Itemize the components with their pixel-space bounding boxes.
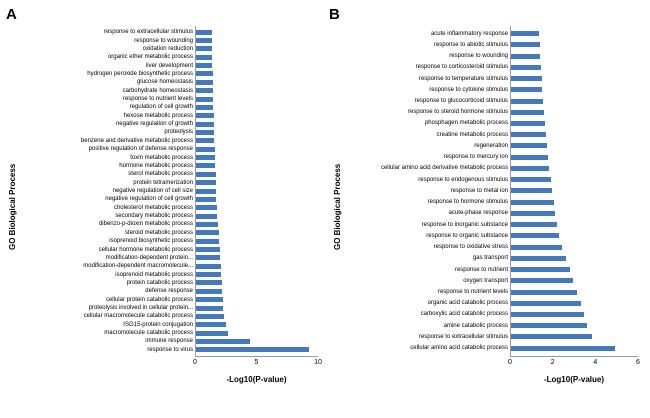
bar xyxy=(196,113,214,118)
panel-a-x-ticks xyxy=(193,358,322,370)
bar-row xyxy=(107,53,318,61)
bar xyxy=(196,222,218,227)
category-label: hormone metabolic process xyxy=(119,162,193,169)
bar-row xyxy=(415,62,638,73)
bar xyxy=(511,177,551,182)
bar-row xyxy=(472,253,638,264)
category-label: response to organic substance xyxy=(426,232,508,239)
category-label: response to nutrient levels xyxy=(437,289,508,295)
bar xyxy=(196,55,212,60)
bar-row xyxy=(433,39,638,50)
bar xyxy=(511,76,542,81)
bar-row xyxy=(98,245,318,253)
bar-row xyxy=(424,118,638,129)
bar xyxy=(511,256,566,261)
bar xyxy=(511,267,570,272)
bar xyxy=(511,323,587,328)
panel-b-x-ticks xyxy=(510,358,638,370)
category-label: liver development xyxy=(145,62,193,69)
bar xyxy=(196,347,309,352)
bar-row xyxy=(145,337,318,345)
category-label: hexose metabolic process xyxy=(123,112,193,119)
category-label: amine catabolic process xyxy=(443,322,508,329)
bar-row xyxy=(437,286,638,297)
bar xyxy=(511,301,581,306)
panel-b-letter: B xyxy=(329,6,340,23)
bar-row xyxy=(130,153,318,161)
bar xyxy=(196,314,224,319)
bar xyxy=(196,30,212,35)
category-label: acute-phase response xyxy=(448,210,508,217)
bar xyxy=(511,121,545,126)
bar-row xyxy=(450,185,638,196)
category-label: response to glucocorticoid stimulus xyxy=(414,98,508,105)
category-label: sterol metabolic process xyxy=(128,171,193,178)
bar-row xyxy=(418,331,638,342)
bar xyxy=(511,188,552,193)
bar-row xyxy=(87,70,318,78)
bar xyxy=(196,264,221,269)
category-label: negative regulation of growth xyxy=(115,121,193,128)
bar xyxy=(196,322,226,327)
panel-a-x-axis-title: -Log10(P-value) xyxy=(226,375,287,384)
category-label: negative regulation of cell size xyxy=(112,188,193,194)
category-label: cellular hormone metabolic process xyxy=(98,246,193,253)
x-tick-label: 0 xyxy=(508,359,512,366)
bar-row xyxy=(443,152,638,163)
category-label: cholesterol metabolic process xyxy=(113,204,193,211)
bar xyxy=(511,155,548,160)
bar xyxy=(196,80,213,85)
bar xyxy=(511,222,557,227)
bar xyxy=(511,42,540,47)
category-label: carbohydrate homeostasis xyxy=(122,87,193,94)
bar-row xyxy=(103,28,318,36)
bar xyxy=(196,289,222,294)
bar-row xyxy=(105,254,318,262)
bar-row xyxy=(380,163,638,174)
category-label: glucose homeostasis xyxy=(136,79,193,86)
bar-row xyxy=(98,220,318,228)
bar-row xyxy=(443,320,638,331)
bar-row xyxy=(123,112,318,120)
category-label: toxin metabolic process xyxy=(130,154,193,161)
category-label: steroid metabolic process xyxy=(124,229,193,236)
bar-row xyxy=(414,95,638,106)
bar xyxy=(511,290,577,295)
category-label: response to corticosteroid stimulus xyxy=(415,64,508,71)
bar-row xyxy=(145,61,318,69)
bar-row xyxy=(83,312,318,320)
bar-row xyxy=(136,78,318,86)
bar xyxy=(196,306,223,311)
category-label: response to oxidative stress xyxy=(433,244,508,251)
x-tick-label: 0 xyxy=(193,359,197,366)
category-label: macromolecule catabolic process xyxy=(104,330,193,337)
category-label: response to hormone stimulus xyxy=(427,199,508,206)
bar-row xyxy=(105,296,318,304)
category-label: proteolysis involved in cellular protein... xyxy=(88,305,193,312)
bar-row xyxy=(145,287,318,295)
bar xyxy=(196,46,212,51)
panel-a-bar-rows xyxy=(80,26,318,356)
bar-row xyxy=(115,212,318,220)
bar xyxy=(511,245,562,250)
bar xyxy=(196,239,219,244)
bar xyxy=(196,105,213,110)
panel-b-plot xyxy=(380,26,638,357)
category-label: response to wounding xyxy=(134,37,193,44)
bar xyxy=(511,99,543,104)
category-label: hydrogen peroxide biosynthetic process xyxy=(87,70,193,77)
x-tick-label: 2 xyxy=(550,359,555,366)
category-label: response to abiotic stimulus xyxy=(433,41,508,48)
bar-row xyxy=(115,120,318,128)
panel-b-chart-area xyxy=(380,26,640,384)
bar xyxy=(511,334,592,339)
category-label: oxygen transport xyxy=(463,277,508,284)
x-tick-label: 5 xyxy=(254,359,259,366)
bar xyxy=(511,312,584,317)
bar-row xyxy=(448,208,638,219)
bar-row xyxy=(449,50,638,61)
category-label: response to virus xyxy=(147,346,193,353)
panel-b-y-axis-title: GO Biological Process xyxy=(333,163,342,250)
category-label: organic acid catabolic process xyxy=(427,300,508,307)
x-tick-label: 10 xyxy=(314,359,322,366)
bar-row xyxy=(134,36,318,44)
category-label: response to extracellular stimulus xyxy=(418,333,508,340)
bar-row xyxy=(113,204,318,212)
x-tick-label: 6 xyxy=(636,359,640,366)
bar xyxy=(196,38,212,43)
bar-row xyxy=(427,197,638,208)
bar-row xyxy=(420,309,638,320)
bar xyxy=(196,63,212,68)
category-label: response to cytokine stimulus xyxy=(429,86,508,93)
panel-a-y-axis-title: GO Biological Process xyxy=(8,163,17,250)
bar xyxy=(196,255,220,260)
bar-row xyxy=(430,28,638,39)
bar-row xyxy=(104,329,318,337)
bar xyxy=(511,211,555,216)
category-label: modification-dependent protein... xyxy=(105,254,193,261)
bar-row xyxy=(164,128,318,136)
bar xyxy=(511,31,539,36)
category-label: response to nutrient levels xyxy=(122,96,193,103)
panel-b-x-axis-title: -Log10(P-value) xyxy=(543,375,604,384)
bar xyxy=(196,88,213,93)
category-label: defense response xyxy=(145,288,193,295)
bar xyxy=(511,143,547,148)
bar xyxy=(511,65,541,70)
category-label: cellular protein catabolic process xyxy=(105,296,193,303)
bar xyxy=(511,87,542,92)
bar xyxy=(196,97,213,102)
bar xyxy=(196,163,215,168)
category-label: response to temperature stimulus xyxy=(418,75,508,82)
bar xyxy=(511,278,573,283)
category-label: immune response xyxy=(145,338,193,345)
bar xyxy=(196,205,217,210)
bar xyxy=(511,166,549,171)
category-label: secondary metabolic process xyxy=(115,213,193,220)
bar xyxy=(196,130,214,135)
category-label: organic ether metabolic process xyxy=(107,54,193,61)
bar xyxy=(196,247,220,252)
category-label: phosphagen metabolic process xyxy=(424,120,508,127)
category-label: carboxylic acid catabolic process xyxy=(420,311,508,318)
bar xyxy=(511,132,546,137)
bar-row xyxy=(122,95,318,103)
bar-row xyxy=(80,137,318,145)
bar xyxy=(196,180,216,185)
bar xyxy=(511,110,544,115)
category-label: dibenzo-p-dioxin metabolic process xyxy=(98,221,193,228)
category-label: ISG15-protein conjugation xyxy=(123,321,193,328)
bar xyxy=(511,233,559,238)
category-label: response to inorganic substance xyxy=(421,221,508,228)
bar-row xyxy=(407,107,638,118)
category-label: cellular macromolecule catabolic process xyxy=(83,313,193,320)
bar-row xyxy=(115,270,318,278)
bar-row xyxy=(427,298,638,309)
bar-row xyxy=(418,73,638,84)
panel-a-plot xyxy=(80,26,318,357)
bar-row xyxy=(142,45,318,53)
bar-row xyxy=(474,140,638,151)
bar xyxy=(196,155,215,160)
category-label: response to steroid hormone stimulus xyxy=(407,109,508,116)
bar xyxy=(511,346,615,351)
bar xyxy=(196,331,228,336)
bar-row xyxy=(429,84,638,95)
category-label: regeneration xyxy=(474,142,508,149)
bar xyxy=(196,172,216,177)
bar-row xyxy=(433,241,638,252)
bar xyxy=(196,71,213,76)
bar xyxy=(196,297,223,302)
bar-row xyxy=(133,178,318,186)
bar-row xyxy=(109,237,318,245)
category-label: response to nutrient xyxy=(454,266,508,273)
category-label: positive regulation of defense response xyxy=(88,146,193,153)
bar xyxy=(511,54,540,59)
category-label: protein tetramerization xyxy=(133,179,193,186)
bar-row xyxy=(83,262,318,270)
bar xyxy=(196,122,214,127)
bar xyxy=(196,197,216,202)
category-label: response to endogenous stimulus xyxy=(418,176,508,183)
bar-row xyxy=(124,229,318,237)
bar-row xyxy=(147,346,318,354)
bar-row xyxy=(123,321,318,329)
bar xyxy=(196,272,221,277)
panel-a-chart-area xyxy=(70,26,322,384)
bar xyxy=(511,200,554,205)
bar-row xyxy=(122,87,318,95)
category-label: acute inflammatory response xyxy=(430,30,508,37)
category-label: negative regulation of cell growth xyxy=(105,196,193,203)
category-label: modification-dependent macromolecule... xyxy=(83,263,193,270)
panel-b-bar-rows xyxy=(380,26,638,356)
bar-row xyxy=(126,279,318,287)
category-label: proteolysis xyxy=(164,129,193,136)
panel-a-letter: A xyxy=(6,6,17,23)
bar-row xyxy=(454,264,638,275)
bar xyxy=(196,214,217,219)
category-label: response to mercury ion xyxy=(443,154,508,161)
category-label: gas transport xyxy=(472,255,508,262)
bar-row xyxy=(88,304,318,312)
category-label: creatine metabolic process xyxy=(436,131,508,138)
category-label: benzene and derivative metabolic process xyxy=(80,137,193,144)
bar-row xyxy=(426,230,638,241)
category-label: response to wounding xyxy=(449,53,508,60)
bar xyxy=(196,230,219,235)
bar-row xyxy=(119,162,318,170)
bar-row xyxy=(421,219,638,230)
bar xyxy=(196,189,216,194)
bar-row xyxy=(410,343,638,354)
category-label: isoprenoid biosynthetic process xyxy=(109,238,193,245)
bar xyxy=(196,339,250,344)
panel-b xyxy=(325,0,650,418)
category-label: isoprenoid metabolic process xyxy=(115,271,193,278)
bar-row xyxy=(105,195,318,203)
bar-row xyxy=(88,145,318,153)
bar xyxy=(196,147,215,152)
bar xyxy=(196,138,214,143)
bar-row xyxy=(112,187,318,195)
x-tick-label: 4 xyxy=(593,359,598,366)
bar-row xyxy=(463,275,638,286)
category-label: cellular amino acid derivative metabolic process xyxy=(380,165,508,172)
bar-row xyxy=(418,174,638,185)
bar xyxy=(196,280,222,285)
bar-row xyxy=(128,170,318,178)
category-label: response to extracellular stimulus xyxy=(103,29,193,36)
bar-row xyxy=(436,129,638,140)
category-label: cellular amino acid catabolic process xyxy=(410,345,508,352)
category-label: response to metal ion xyxy=(450,187,508,194)
bar-row xyxy=(129,103,318,111)
category-label: oxidation reduction xyxy=(142,45,193,52)
category-label: regulation of cell growth xyxy=(129,104,193,111)
category-label: protein catabolic process xyxy=(126,279,193,286)
